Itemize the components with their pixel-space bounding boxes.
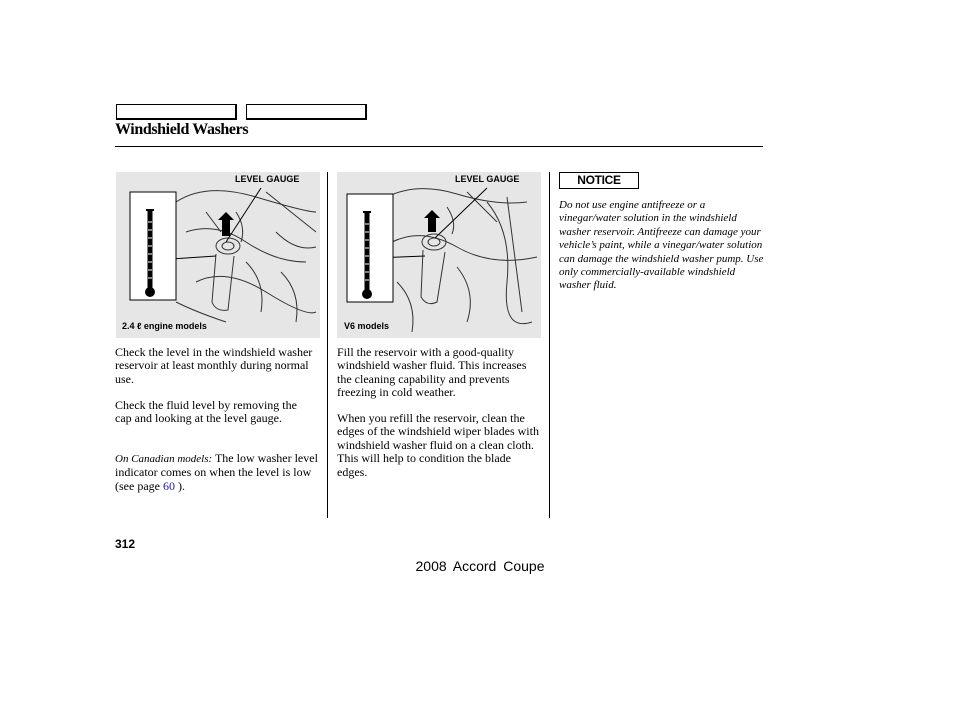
paragraph-text: The low washer level indicator comes on when the level is low (see page (115, 451, 318, 493)
page-number: 312 (115, 537, 136, 551)
nav-tab-box[interactable] (116, 104, 237, 120)
page-link[interactable]: 60 (162, 478, 175, 493)
figure-caption: 2.4 ℓ engine models (122, 321, 207, 331)
reservoir-illustration-2-4 (116, 172, 320, 338)
column-divider (549, 172, 550, 518)
reservoir-illustration-v6 (337, 172, 541, 338)
body-paragraph: Check the fluid level by removing the cap and looking at the level gauge. (115, 398, 297, 426)
figure-caption: V6 models (344, 321, 390, 331)
body-paragraph: When you refill the reservoir, clean the edges of the windshield wiper blades with windshield washer fluid on a clean cloth. This will help to condition the blade edges. (337, 411, 539, 479)
page-title: Windshield Washers (115, 121, 249, 138)
canadian-models-label: On Canadian models: (115, 453, 213, 465)
notice-text: Do not use engine antifreeze or a vinegar/water solution in the windshield washer reservoir. Antifreeze can damage your vehicle’s paint, while a vinegar/water solution can damage the windshield washer pump. Use only commercially-available windshield washer fluid. (559, 199, 764, 292)
level-gauge-label: LEVEL GAUGE (455, 174, 520, 184)
column-divider (327, 172, 328, 518)
body-paragraph: Check the level in the windshield washer reservoir at least monthly during normal use. (115, 345, 313, 386)
title-rule (115, 146, 763, 147)
level-gauge-label: LEVEL GAUGE (235, 174, 300, 184)
body-paragraph: Fill the reservoir with a good-quality windshield washer fluid. This increases the cleaning capability and prevents freezing in cold weather. (337, 345, 527, 400)
engine-bay-drawing (116, 172, 320, 338)
canadian-models-paragraph (115, 452, 320, 493)
footer-model: 2008 Accord Coupe (415, 558, 545, 574)
notice-badge: NOTICE (559, 172, 639, 189)
engine-bay-drawing (337, 172, 541, 338)
nav-tab-box[interactable] (246, 104, 367, 120)
paragraph-text: ). (174, 478, 185, 493)
